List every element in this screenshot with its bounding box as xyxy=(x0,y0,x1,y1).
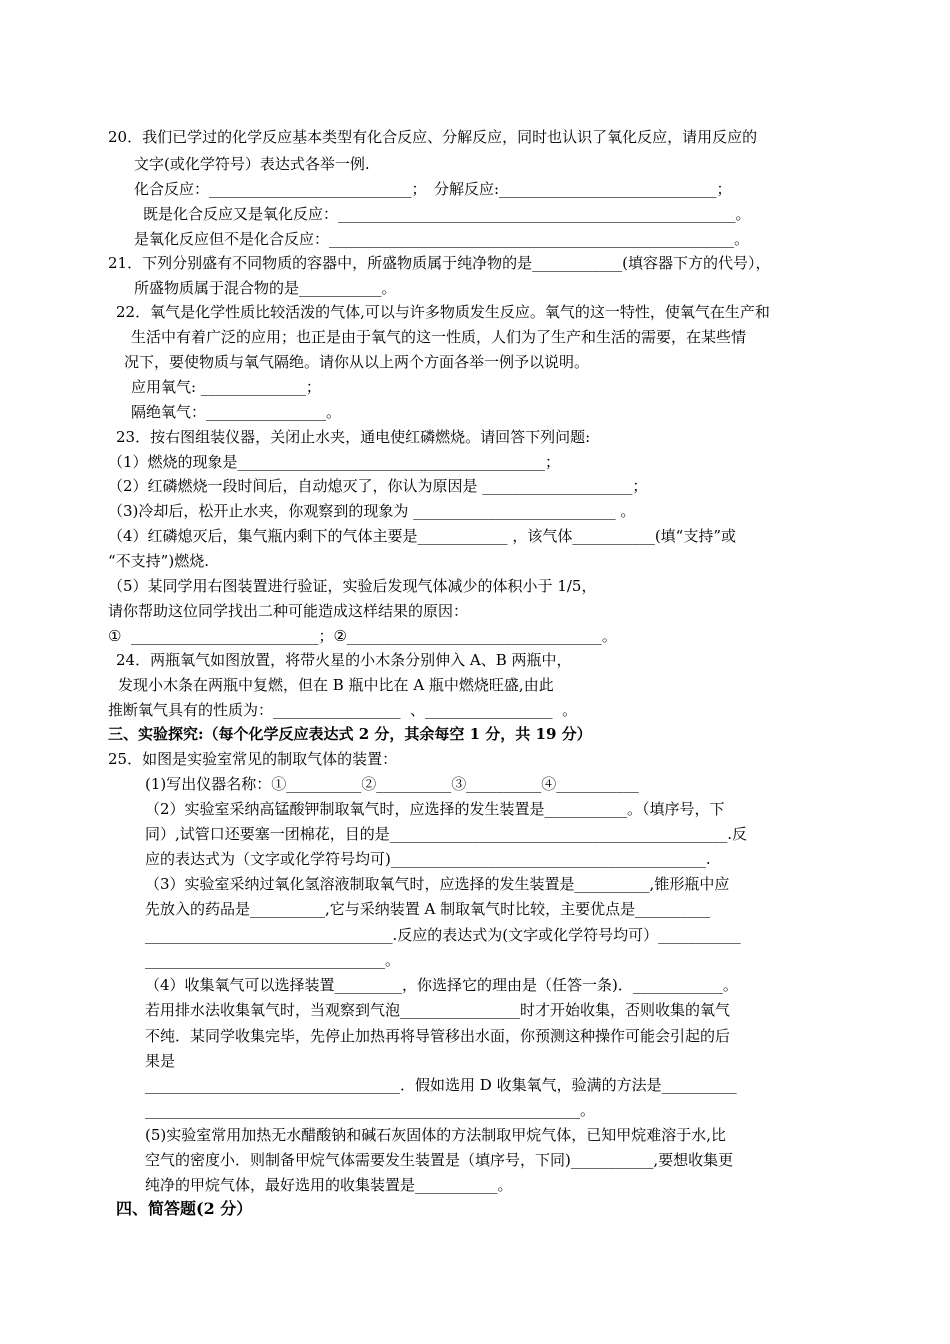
q23-part4-cont: “不支持”)燃烧. xyxy=(108,552,209,570)
q23-stem: 23．按右图组装仪器，关闭止水夹，通电使红磷燃烧。请回答下列问题: xyxy=(116,428,591,446)
q25-part5-cont2: 纯净的甲烷气体，最好选用的收集装置是___________。 xyxy=(145,1176,513,1194)
q25-part2: （2）实验室采纳高锰酸钾制取氧气时，应选择的发生装置是___________。（填序号，下 xyxy=(145,800,725,818)
q20-blank-combination-decomposition: 化合反应：___________________________； 分解反应:_____________________________； xyxy=(134,180,732,198)
q25-part3-cont2: _________________________________.反应的表达式为(文字或化学符号均可）___________ xyxy=(145,926,741,944)
q21-blank-mixture: 所盛物质属于混合物的是___________。 xyxy=(134,279,397,297)
q20-stem: 20．我们已学过的化学反应基本类型有化合反应、分解反应，同时也认识了氧化反应，请用反应的 xyxy=(108,128,758,146)
q24-stem-cont: 发现小木条在两瓶中复燃，但在 B 瓶中比在 A 瓶中燃烧旺盛,由此 xyxy=(118,676,554,694)
q25-part4-cont3: 果是 xyxy=(145,1052,176,1070)
q25-part5-cont: 空气的密度小．则制备甲烷气体需要发生装置是（填序号，下同)___________,要想收集更 xyxy=(145,1151,734,1169)
q23-part5-blanks: ① _________________________；②__________________________________。 xyxy=(108,627,617,645)
q25-part3-cont: 先放入的药品是__________,它与采纳装置 A 制取氧气时比较，主要优点是__________ xyxy=(145,900,711,918)
q20-blank-both: 既是化合反应又是氧化反应：_____________________________________________________。 xyxy=(143,205,751,223)
q25-part2-cont2: 应的表达式为（文字或化学符号均可)__________________________________________. xyxy=(145,850,711,868)
q23-part2: （2）红磷燃烧一段时间后，自动熄灭了，你认为原因是 ____________________； xyxy=(108,477,648,495)
q25-part4-cont2: 不纯．某同学收集完毕，先停止加热再将导管移出水面，你预测这种操作可能会引起的后 xyxy=(145,1027,731,1045)
q22-stem: 22．氧气是化学性质比较活泼的气体,可以与许多物质发生反应。氧气的这一特性，使氧气在生产和 xyxy=(116,303,770,321)
q25-part5: (5)实验室常用加热无水醋酸钠和碱石灰固体的方法制取甲烷气体，已知甲烷难溶于水,比 xyxy=(145,1126,727,1144)
q25-part4-cont: 若用排水法收集氧气时，当观察到气泡________________时才开始收集，否则收集的氧气 xyxy=(145,1001,731,1019)
q25-stem: 25．如图是实验室常见的制取气体的装置： xyxy=(108,750,398,768)
q25-part4-cont5: __________________________________________________________。 xyxy=(145,1101,596,1119)
q25-part3-cont3: ________________________________。 xyxy=(145,951,401,969)
q20-stem-cont: 文字(或化学符号）表达式各举一例. xyxy=(134,155,370,173)
q23-part1: （1）燃烧的现象是_________________________________________； xyxy=(108,453,561,471)
q23-part5: （5）某同学用右图装置进行验证，实验后发现气体减少的体积小于 1/5， xyxy=(108,577,597,595)
q25-part1: (1)写出仪器名称：①__________②__________③__________④___________ xyxy=(145,775,639,793)
q25-part4: （4）收集氧气可以选择装置_________，你选择它的理由是（任答一条)．____________。 xyxy=(145,976,738,994)
q24-stem: 24．两瓶氧气如图放置，将带火星的小木条分别伸入 A、B 两瓶中， xyxy=(116,651,572,669)
q24-blanks: 推断氧气具有的性质为：_________________ 、_________________ 。 xyxy=(108,701,578,719)
q22-blank-use-oxygen: 应用氧气: ______________； xyxy=(131,378,321,396)
q23-part3: （3)冷却后，松开止水夹，你观察到的现象为 ___________________________ 。 xyxy=(108,502,636,520)
q21-stem: 21．下列分别盛有不同物质的容器中，所盛物质属于纯净物的是____________(填容器下方的代号）， xyxy=(108,254,771,272)
q23-part4: （4）红磷熄灭后，集气瓶内剩下的气体主要是____________ ，该气体___________(填“支持”或 xyxy=(108,527,737,545)
q23-part5-cont: 请你帮助这位同学找出二种可能造成这样结果的原因： xyxy=(108,602,469,620)
q22-stem-cont2: 况下，要使物质与氧气隔绝。请你从以上两个方面各举一例予以说明。 xyxy=(124,353,590,371)
section3-heading: 三、实验探究:（每个化学反应表达式 2 分，其余每空 1 分，共 19 分） xyxy=(108,725,592,743)
q22-blank-isolate-oxygen: 隔绝氧气：________________。 xyxy=(131,403,342,421)
q25-part3: （3）实验室采纳过氧化氢溶液制取氧气时，应选择的发生装置是__________,锥形瓶中应 xyxy=(145,875,730,893)
q25-part2-cont: 同）,试管口还要塞一团棉花，目的是_____________________________________________.反 xyxy=(145,825,748,843)
q20-blank-oxidation-only: 是氧化反应但不是化合反应：______________________________________________________。 xyxy=(134,230,750,248)
section4-heading: 四、简答题(2 分） xyxy=(116,1199,253,1218)
q22-stem-cont: 生活中有着广泛的应用；也正是由于氧气的这一性质，人们为了生产和生活的需要，在某些情 xyxy=(131,328,747,346)
q25-part4-cont4: __________________________________．假如选用 D 收集氧气，验满的方法是__________ xyxy=(145,1076,737,1094)
